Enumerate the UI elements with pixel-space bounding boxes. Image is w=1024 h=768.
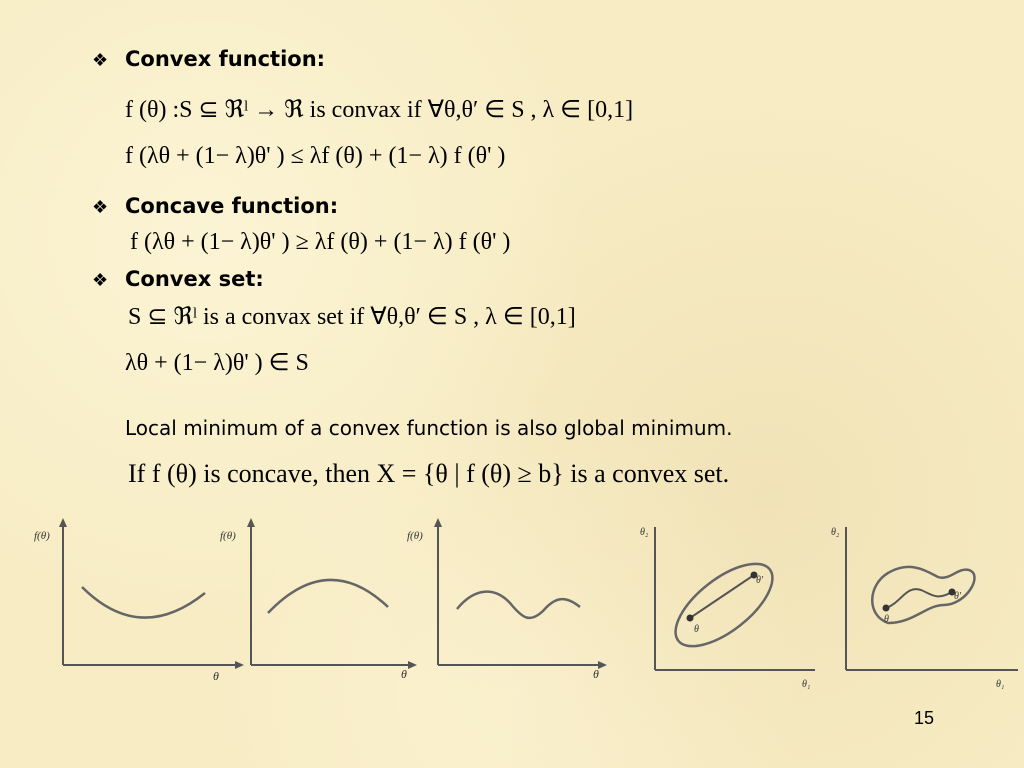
point-theta-prime-label: θ' bbox=[954, 591, 962, 602]
x-axis-label: θ bbox=[593, 667, 599, 681]
wavy-curve bbox=[457, 592, 580, 618]
convex-curve bbox=[82, 587, 205, 618]
y-axis-label: f(θ) bbox=[220, 530, 236, 542]
point-theta-label: θ bbox=[694, 624, 699, 635]
point-theta-prime-label: θ' bbox=[756, 575, 764, 586]
convex-function-definition: f (θ) :S ⊆ ℜˡ → ℜ is convax if ∀θ,θ′ ∈ S , λ ∈ [0,1] bbox=[125, 97, 634, 123]
convex-set-condition: λθ + (1− λ)θ' ) ∈ S bbox=[125, 350, 309, 376]
y-axis-label: f(θ) bbox=[407, 530, 423, 542]
concave-function-plot bbox=[218, 515, 418, 690]
heading-convex-function: Convex function: bbox=[125, 47, 326, 71]
point-theta-label: θ bbox=[884, 614, 889, 625]
y-axis-label: θ₂ bbox=[640, 527, 649, 538]
concave-curve bbox=[268, 580, 388, 613]
y-axis-label: θ₂ bbox=[831, 527, 840, 538]
x-axis-arrow bbox=[598, 661, 607, 669]
nonconvex-set-plot bbox=[826, 515, 1021, 693]
y-axis-arrow bbox=[247, 518, 255, 527]
y-axis-arrow bbox=[434, 518, 442, 527]
local-minimum-note: Local minimum of a convex function is also global minimum. bbox=[125, 416, 733, 440]
page-number: 15 bbox=[914, 708, 935, 728]
convex-set-definition: S ⊆ ℜˡ is a convax set if ∀θ,θ′ ∈ S , λ ∈ [0,1] bbox=[128, 304, 576, 330]
bullet-icon: ❖ bbox=[92, 50, 109, 70]
convex-set-plot bbox=[630, 515, 820, 690]
nonconvex-function-plot bbox=[405, 515, 610, 690]
x-axis-label: θ₁ bbox=[996, 679, 1005, 690]
heading-concave-function: Concave function: bbox=[125, 194, 339, 218]
heading-convex-set: Convex set: bbox=[125, 267, 264, 291]
point-theta bbox=[687, 615, 694, 622]
convex-set-ellipse bbox=[662, 549, 785, 661]
x-axis-label: θ bbox=[401, 667, 407, 681]
segment-theta-thetaprime bbox=[690, 575, 754, 618]
bullet-icon: ❖ bbox=[92, 270, 109, 290]
y-axis-label: f(θ) bbox=[34, 530, 50, 542]
bullet-icon: ❖ bbox=[92, 197, 109, 217]
concave-superlevel-statement: If f (θ) is concave, then X = {θ | f (θ) ≥ b} is a convex set. bbox=[128, 459, 730, 488]
x-axis-label: θ bbox=[213, 669, 219, 683]
point-theta bbox=[883, 605, 890, 612]
convex-function-inequality: f (λθ + (1− λ)θ' ) ≤ λf (θ) + (1− λ) f (θ' ) bbox=[125, 143, 506, 169]
y-axis-arrow bbox=[59, 518, 67, 527]
concave-function-inequality: f (λθ + (1− λ)θ' ) ≥ λf (θ) + (1− λ) f (θ' ) bbox=[130, 229, 511, 255]
x-axis-label: θ₁ bbox=[802, 679, 811, 690]
convex-function-plot bbox=[30, 515, 245, 690]
